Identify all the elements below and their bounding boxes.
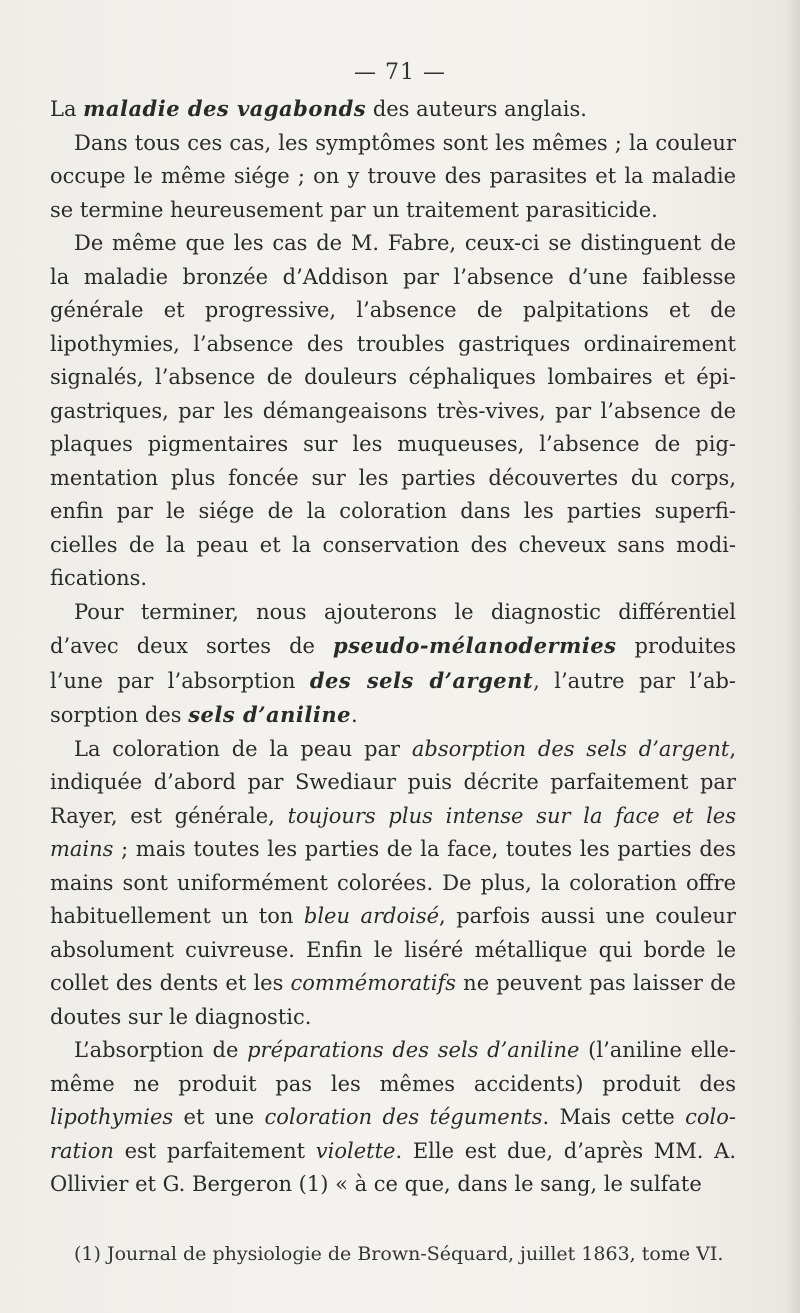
text-run: Pour terminer, nous ajouterons le diagnostic différentiel d’avec deux sortes de [50,599,736,658]
text-run: des auteurs anglais. [366,97,587,121]
italic-run: absorption des sels d’argent [411,736,730,761]
page-edge-shadow [786,0,800,1313]
paragraph-argent [50,733,736,1035]
text-run: L’absorption de [74,1038,248,1062]
text-run: produites l’une par l’absorption [50,634,736,693]
text-run: ; mais toutes les parties de la face, toutes les parties des mains sont uniformément colorées. De plus, la coloration offre habituellement un ton [50,837,736,928]
italic-run: colo-ration [50,1105,736,1163]
paragraph-fabre: De même que les cas de M. Fabre, ceux-ci se distinguent de la maladie bronzée d’Addison par l’absence d’une faiblesse générale et progressive, l’absence de palpitations et de lipothymies, l’absence des troubles gastriques ordinairement signalés, l’absence de douleurs céphaliques lombaires et épi-gastriques, par les démangeaisons très-vives, par l’absence de plaques pigmentaires sur les muqueuses, l’absence de pig-mentation plus foncée sur les parties découvertes du corps, enfin par le siége de la coloration dans les parties superfi-cielles de la peau et la conservation des cheveux sans modi-fications. [50,231,736,590]
main-text [50,92,736,1202]
italic-run: lipothymies [50,1105,174,1129]
paragraph-symptomes: Dans tous ces cas, les symptômes sont les mêmes ; la couleur occupe le même siége ; on y trouve des parasites et la maladie se termine heureusement par un traitement parasiticide. [50,130,736,222]
emphasis-sels-argent: des sels d’argent [309,667,534,693]
paragraph-aniline [50,1034,736,1202]
italic-run: commémoratifs [290,971,457,995]
text-run: , indiquée d’abord par Swediaur puis décrite parfaitement par Rayer, est générale, [50,736,736,828]
text-run: . Elle est due, d’après MM. A. Ollivier et G. Bergeron (1) « à ce que, dans le sang, le sulfate [50,1138,736,1196]
italic-run: violette [315,1138,396,1163]
text-run: . [350,703,358,727]
text-run: La coloration de la peau par [74,736,412,761]
footnote: (1) Journal de physiologie de Brown-Séquard, juillet 1863, tome VI. [74,1243,724,1265]
text-run: est parfaitement [113,1138,316,1163]
italic-run: bleu ardoisé [303,904,440,928]
page-number-header: — 71 — [354,60,446,85]
italic-run: coloration des téguments [264,1105,543,1129]
emphasis-pseudo-melanodermies: pseudo-mélanodermies [333,633,617,658]
text-run: . Mais cette [542,1105,686,1129]
text-run: et une [173,1105,265,1129]
paragraph-continuation [50,92,736,127]
text-run: ne peuvent pas laisser de doutes sur le diagnostic. [50,971,736,1029]
text-run: , l’autre par l’ab-sorption des [50,668,737,727]
emphasis-maladie-des-vagabonds: maladie des vagabonds [83,96,367,121]
text-run: , parfois aussi une couleur absolument cuivreuse. Enfin le liséré métallique qui borde le collet des dents et les [50,904,736,995]
paragraph-diagnostic [50,596,736,733]
italic-run: préparations des sels d’aniline [247,1038,580,1062]
text-run: La [50,97,84,121]
italic-run: toujours plus intense sur la face et les mains [50,803,736,861]
emphasis-sels-aniline: sels d’aniline [188,702,351,727]
text-run: (l’aniline elle-même ne produit pas les mêmes accidents) produit des [50,1038,737,1096]
